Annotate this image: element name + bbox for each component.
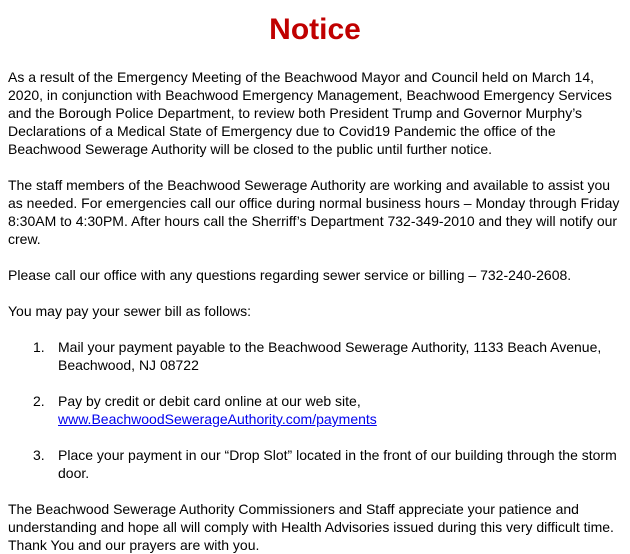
payment-option-text: Place your payment in our “Drop Slot” located in the front of our building through the storm door. xyxy=(58,447,617,481)
payments-website-link[interactable]: www.BeachwoodSewerageAuthority.com/payments xyxy=(58,411,377,427)
payment-intro: You may pay your sewer bill as follows: xyxy=(8,303,252,319)
list-number: 1. xyxy=(33,339,45,355)
payment-option-text: Mail your payment payable to the Beachwood Sewerage Authority, 1133 Beach Avenue, Beachwood, NJ 08722 xyxy=(58,339,602,373)
closing-paragraph: The Beachwood Sewerage Authority Commissioners and Staff appreciate your patience and understanding and hope all will comply with Health Advisories issued during this very difficult time. Thank You and our prayers are with you. xyxy=(8,501,614,553)
payment-option-drop-slot xyxy=(8,446,622,482)
notice-title: Notice xyxy=(269,13,361,46)
questions-paragraph: Please call our office with any questions regarding sewer service or billing – 732-240-2608. xyxy=(8,267,572,283)
list-number: 2. xyxy=(33,393,45,409)
payment-option-mail xyxy=(8,338,622,374)
payment-options-list xyxy=(8,338,622,482)
payment-option-online xyxy=(8,392,622,428)
payment-option-text: Pay by credit or debit card online at our web site, xyxy=(58,393,361,409)
meeting-paragraph: As a result of the Emergency Meeting of the Beachwood Mayor and Council held on March 14, 2020, in conjunction with Beachwood Emergency Management, Beachwood Emergency Services and the Borough Police Department, to review both President Trump and Governor Murphy’s Declarations of a Medical State of Emergency due to Covid19 Pandemic the office of the Beachwood Sewerage Authority will be closed to the public until further notice. xyxy=(8,69,612,157)
list-number: 3. xyxy=(33,447,45,463)
notice-document xyxy=(0,12,630,553)
staff-paragraph: The staff members of the Beachwood Sewerage Authority are working and available to assist you as needed. For emergencies call our office during normal business hours – Monday through Friday 8:30AM to 4:30PM. After hours call the Sherriff’s Department 732-349-2010 and they will notify our crew. xyxy=(8,177,620,247)
